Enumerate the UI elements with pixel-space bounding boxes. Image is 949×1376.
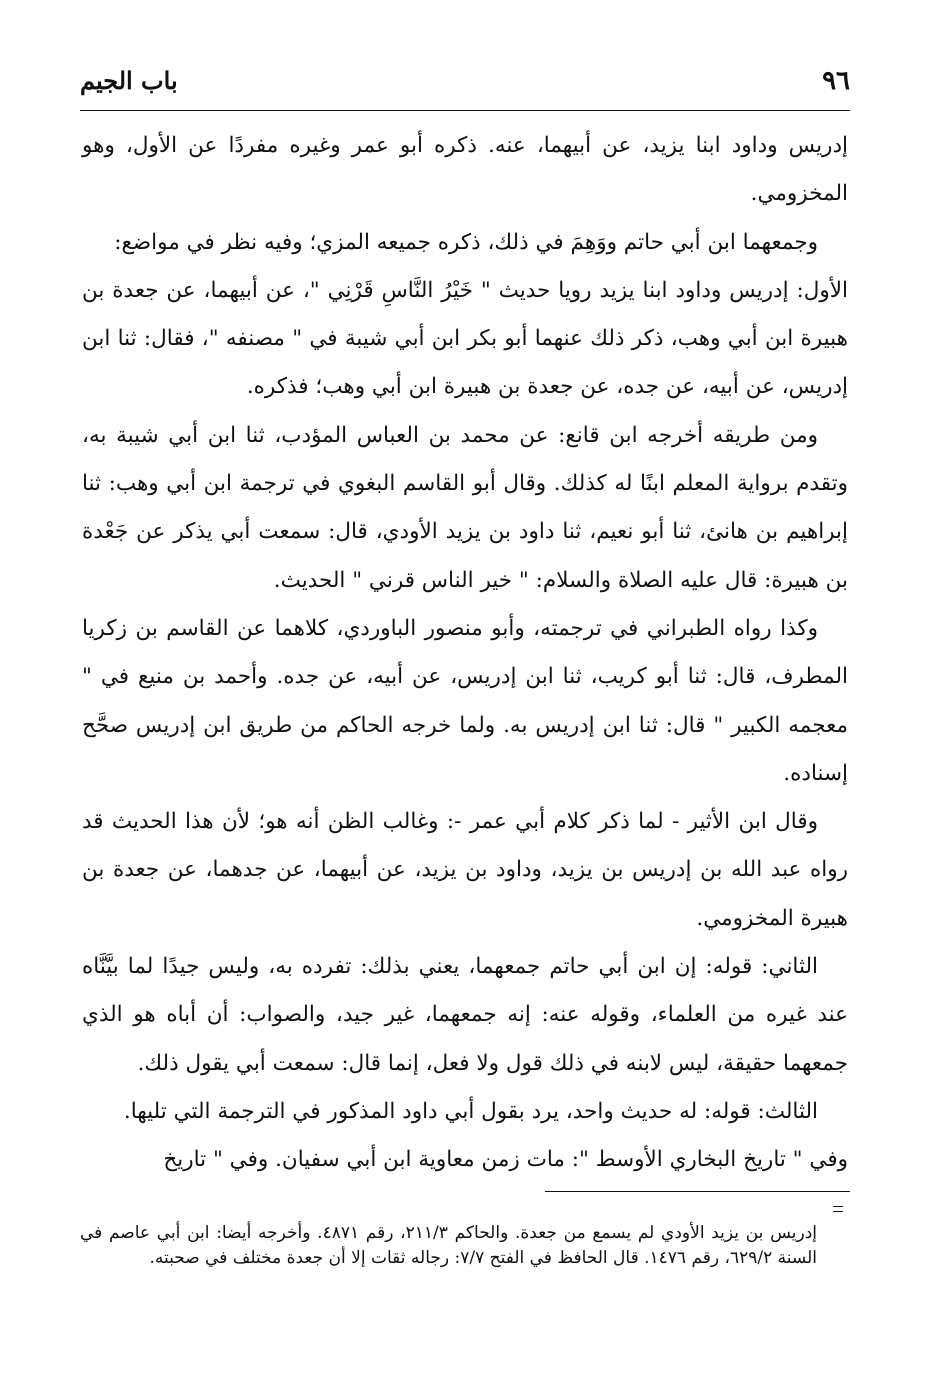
paragraph: الأول: إدريس وداود ابنا يزيد رويا حديث " خَيْرُ النَّاسِ قَرْنِي "، عن أبيهما، عن جعدة بن هبيرة ابن أبي وهب، ذكر ذلك عنهما أبو بكر ابن أبي شيبة في " مصنفه "، فقال: ثنا ابن إدريس، عن أبيه، عن جده، عن جعدة بن هبيرة ابن أبي وهب؛ فذكره. [82,277,848,400]
footnote: إدريس بن يزيد الأودي لم يسمع من جعدة. والحاكم ٢١١/٣، رقم ٤٨٧١. وأخرجه أيضا: ابن أبي عاصم في السنة ٦٢٩/٢، رقم ١٤٧٦. قال الحافظ في الفتح ٧/٧: رجاله ثقات إلا أن جعدة مختلف في صحبته. [80,1223,818,1268]
running-title: باب الجيم [80,66,178,95]
paragraph: الثالث: قوله: له حديث واحد، يرد بقول أبي داود المذكور في الترجمة التي تليها. [123,1098,818,1124]
paragraph: ومن طريقه أخرجه ابن قانع: عن محمد بن العباس المؤدب، ثنا ابن أبي شيبة به، وتقدم برواية المعلم ابنًا له كذلك. وقال أبو القاسم البغوي في ترجمة ابن أبي وهب: ثنا إبراهيم بن هانئ، ثنا أبو نعيم، ثنا داود بن يزيد الأودي، قال: سمعت أبي يذكر عن جَعْدة بن هبيرة: قال عليه الصلاة والسلام: " خير الناس قرني " الحديث. [82,422,848,593]
header-rule [80,110,850,111]
footnote-separator [545,1191,850,1192]
footnote-continuation-mark [833,1206,843,1212]
page-number: ٩٦ [822,66,850,96]
paragraph: إدريس وداود ابنا يزيد، عن أبيهما، عنه. ذكره أبو عمر وغيره مفردًا عن الأول، وهو المخزومي. [82,133,848,207]
paragraph: وفي " تاريخ البخاري الأوسط ": مات زمن معاوية ابن أبي سفيان. وفي " تاريخ [163,1147,848,1173]
main-text [82,122,848,1185]
paragraph: وقال ابن الأثير - لما ذكر كلام أبي عمر -: وغالب الظن أنه هو؛ لأن هذا الحديث قد رواه عبد الله بن إدريس بن يزيد، وداود بن يزيد، عن أبيهما، عن جدهما، عن جعدة بن هبيرة المخزومي. [82,809,848,931]
page-header [80,60,850,100]
paragraph: وكذا رواه الطبراني في ترجمته، وأبو منصور الباوردي، كلاهما عن القاسم بن زكريا المطرف، قال: ثنا أبو كريب، ثنا ابن إدريس، عن أبيه، عن جده. وأحمد بن منيع في " معجمه الكبير " قال: ثنا ابن إدريس به. ولما خرجه الحاكم من طريق ابن إدريس صحَّح إسناده. [82,615,848,786]
paragraph: الثاني: قوله: إن ابن أبي حاتم جمعهما، يعني بذلك: تفرده به، وليس جيدًا لما بيَّنَّاه عند غيره من العلماء، وقوله عنه: إنه جمعهما، غير جيد، والصواب: أن أباه هو الذي جمعهما حقيقة، ليس لابنه في ذلك قول ولا فعل، إنما قال: سمعت أبي يقول ذلك. [82,954,848,1076]
paragraph: وجمعهما ابن أبي حاتم ووَهِمَ في ذلك، ذكره جميعه المزي؛ وفيه نظر في مواضع: [114,229,818,255]
